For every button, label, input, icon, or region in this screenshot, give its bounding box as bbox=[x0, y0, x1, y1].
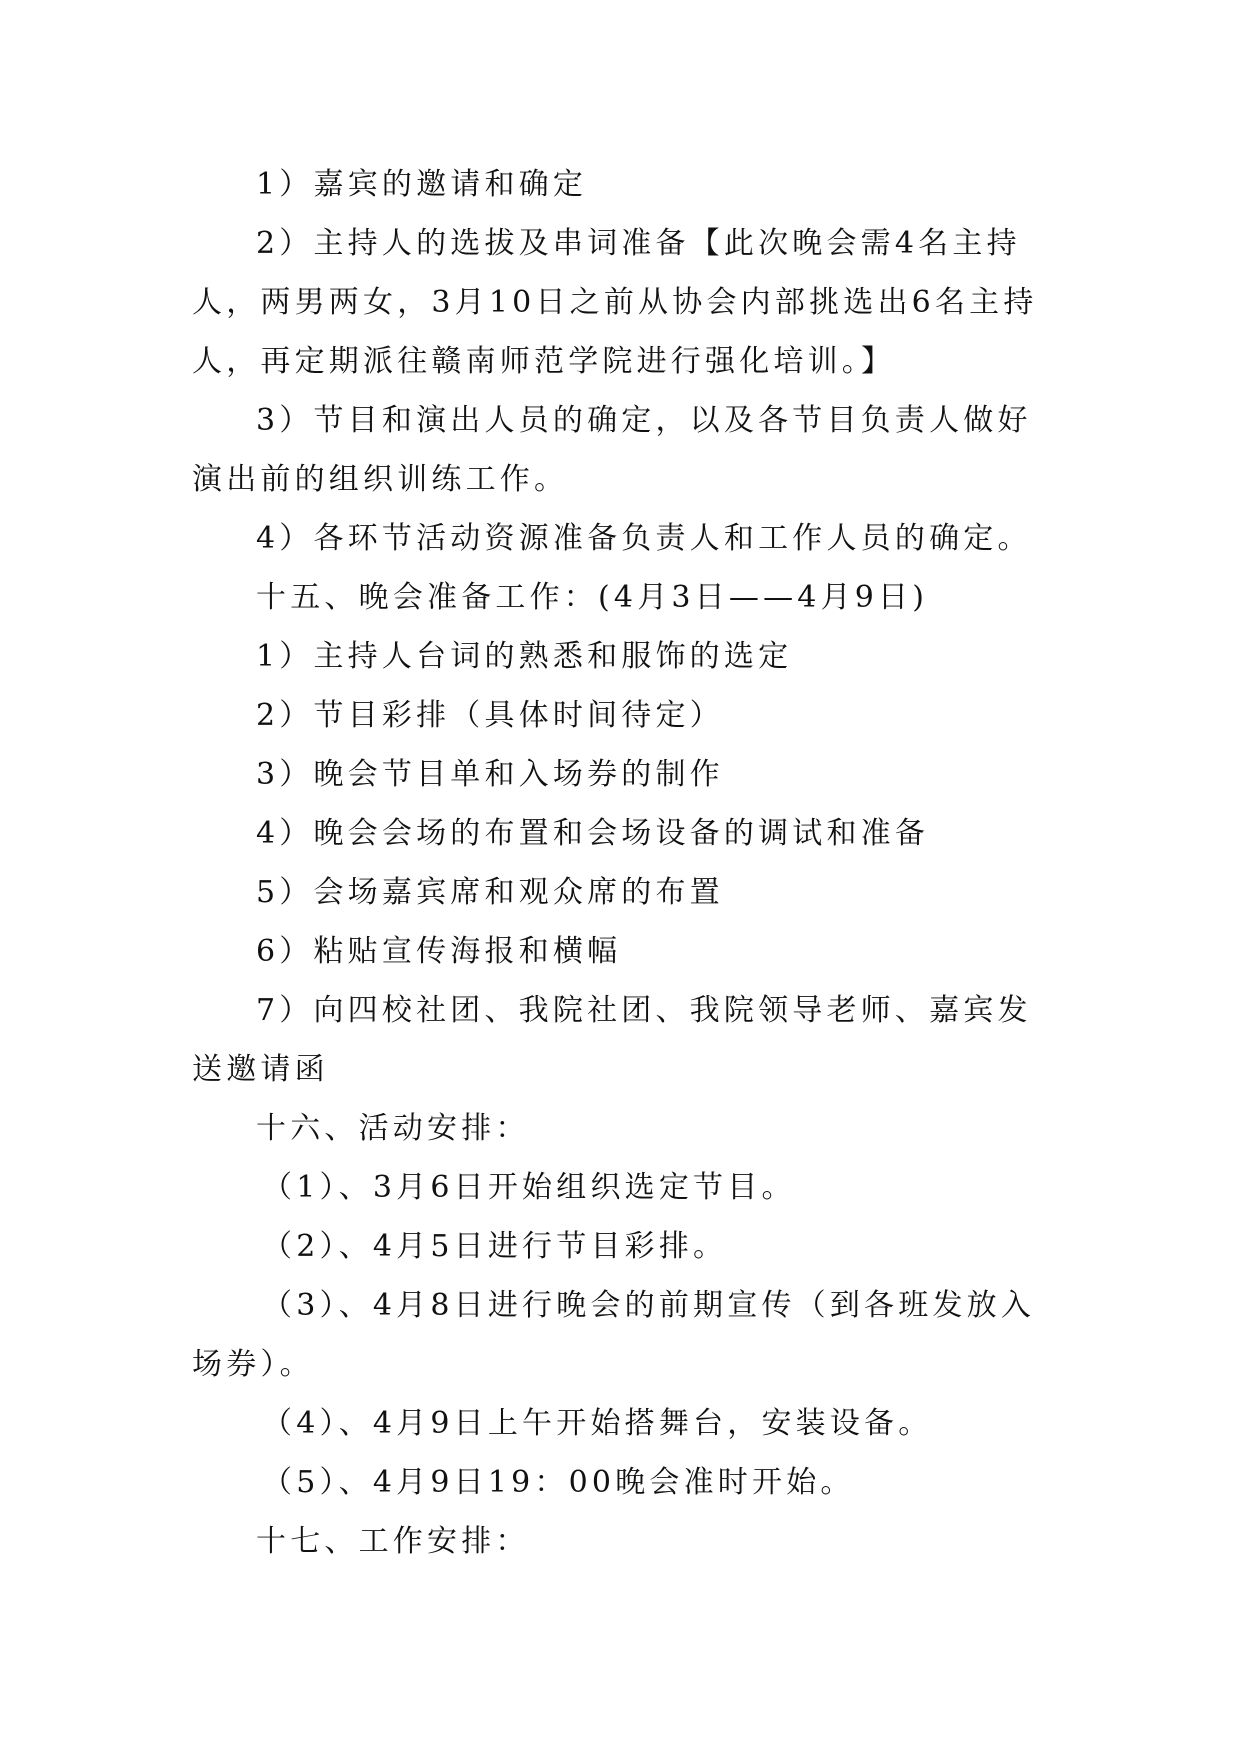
schedule-item-4: （4）、4月9日上午开始搭舞台，安装设备。 bbox=[262, 1406, 933, 1441]
paragraph-12: 7）向四校社团、我院社团、我院领导老师、嘉宾发送邀请函 bbox=[192, 993, 1032, 1087]
paragraph-10: 5）会场嘉宾席和观众席的布置 bbox=[256, 875, 724, 910]
schedule-item-3: （3）、4月8日进行晚会的前期宣传（到各班发放入场券）。 bbox=[192, 1288, 1036, 1382]
paragraph-1: 1）嘉宾的邀请和确定 bbox=[256, 167, 588, 202]
schedule-item-2: （2）、4月5日进行节目彩排。 bbox=[262, 1229, 728, 1264]
paragraph-8: 3）晚会节目单和入场券的制作 bbox=[256, 757, 724, 792]
paragraph-7: 2）节目彩排（具体时间待定） bbox=[256, 698, 724, 733]
paragraph-6: 1）主持人台词的熟悉和服饰的选定 bbox=[256, 639, 793, 674]
schedule-item-1: （1）、3月6日开始组织选定节目。 bbox=[262, 1170, 796, 1205]
section-heading-17: 十七、工作安排： bbox=[256, 1524, 530, 1559]
paragraph-2: 2）主持人的选拔及串词准备【此次晚会需4名主持人，两男两女，3月10日之前从协会内部挑选出6名主持人，再定期派往赣南师范学院进行强化培训。】 bbox=[192, 226, 1038, 379]
paragraph-9: 4）晚会会场的布置和会场设备的调试和准备 bbox=[256, 816, 930, 851]
paragraph-4: 4）各环节活动资源准备负责人和工作人员的确定。 bbox=[256, 521, 1032, 556]
document-body bbox=[192, 155, 1062, 1571]
section-heading-15: 十五、晚会准备工作：(4月3日——4月9日) bbox=[256, 580, 929, 615]
schedule-item-5: （5）、4月9日19：00晚会准时开始。 bbox=[262, 1465, 855, 1500]
paragraph-3: 3）节目和演出人员的确定，以及各节目负责人做好演出前的组织训练工作。 bbox=[192, 403, 1032, 497]
paragraph-11: 6）粘贴宣传海报和横幅 bbox=[256, 934, 622, 969]
section-heading-16: 十六、活动安排： bbox=[256, 1111, 530, 1146]
